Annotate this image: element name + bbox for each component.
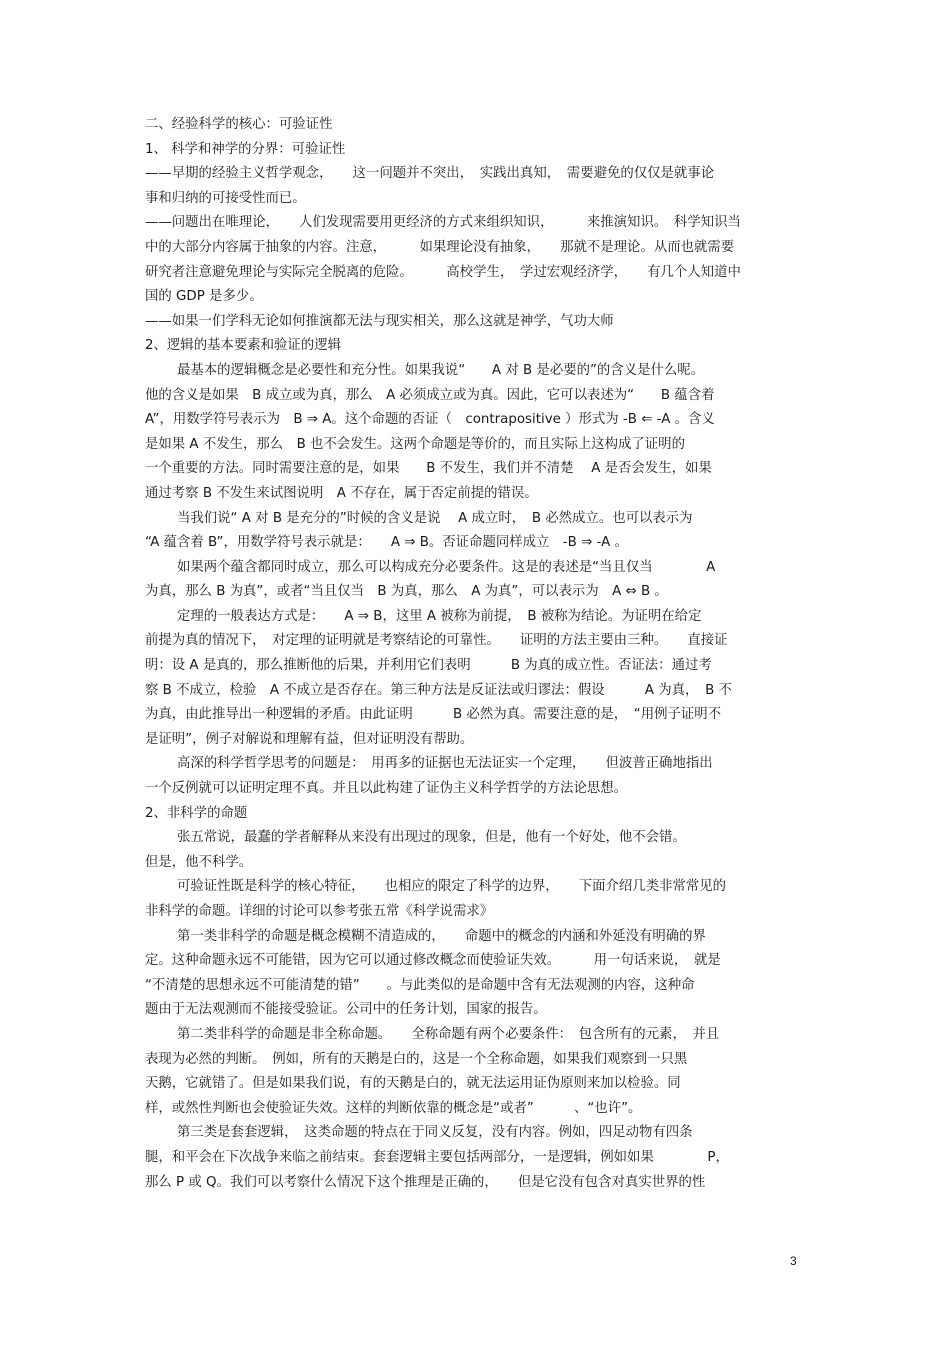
- text-line: ——如果一们学科无论如何推演都无法与现实相关，那么这就是神学，气功大师: [145, 313, 614, 329]
- text-line: 张五常说，最蠢的学者解释从来没有出现过的现象，但是，他有一个好处，他不会错。: [177, 830, 686, 846]
- text-line: A”，用数学符号表示为 B ⇒ A。这个命题的否证（ contrapositive ）形式为 -B ⇐ -A 。含义: [145, 412, 715, 428]
- text-line: 是证明”，例子对解说和理解有益，但对证明没有帮助。: [145, 731, 474, 747]
- text-line: 天鹅，它就错了。但是如果我们说，有的天鹅是白的，就无法运用证伪原则来加以检验。同: [145, 1076, 681, 1092]
- text-line: 2、非科学的命题: [145, 805, 248, 821]
- text-line: 非科学的命题。详细的讨论可以参考张五常《科学说需求》: [145, 904, 494, 919]
- text-line: ——问题出在唯理论， 人们发现需要用更经济的方式来组织知识， 来推演知识。 科学知识当: [145, 215, 741, 231]
- text-line: 如果两个蕴含都同时成立，那么可以构成充分必要条件。这是的表述是“当且仅当 A: [177, 559, 716, 575]
- text-line: 事和归纳的可接受性而已。: [145, 190, 306, 206]
- text-line: ——早期的经验主义哲学观念， 这一问题并不突出， 实践出真知， 需要避免的仅仅是就事论: [145, 166, 715, 182]
- text-line: 为真，那么 B 为真”，或者“当且仅当 B 为真，那么 A 为真”，可以表示为 A ⇔ B 。: [145, 584, 668, 600]
- text-line: 第二类非科学的命题是非全称命题。 全称命题有两个必要条件： 包含所有的元素， 并且: [177, 1026, 720, 1042]
- text-line: 但是，他不科学。: [145, 854, 253, 870]
- text-line: 表现为必然的判断。 例如，所有的天鹅是白的，这是一个全称命题，如果我们观察到一只黑: [145, 1051, 688, 1067]
- text-line: 明：设 A 是真的，那么推断他的后果，并利用它们表明 B 为真的成立性。否证法：通过考: [145, 658, 712, 674]
- text-line: 定。这种命题永远不可能错，因为它可以通过修改概念而使验证失效。 用一句话来说， 就是: [145, 953, 721, 969]
- text-line: 1、 科学和神学的分界：可验证性: [145, 141, 346, 157]
- text-line: 最基本的逻辑概念是必要性和充分性。如果我说“ A 对 B 是必要的”的含义是什么呢。: [177, 362, 705, 378]
- text-line: 定理的一般表达方式是： A ⇒ B，这里 A 被称为前提， B 被称为结论。为证明在给定: [177, 608, 702, 624]
- text-line: 研究者注意避免理论与实际完全脱离的危险。 高校学生， 学过宏观经济学， 有几个人知道中: [145, 264, 741, 280]
- text-line: 通过考察 B 不发生来试图说明 A 不存在，属于否定前提的错误。: [145, 485, 538, 501]
- page-number: 3: [790, 1254, 797, 1268]
- text-line: “A 蕴含着 B”，用数学符号表示就是： A ⇒ B。否证命题同样成立 -B ⇒ -A 。: [145, 535, 628, 551]
- text-line: 当我们说“ A 对 B 是充分的”时候的含义是说 A 成立时， B 必然成立。也可以表示为: [177, 510, 693, 526]
- text-line: 腿，和平会在下次战争来临之前结束。套套逻辑主要包括两部分，一是逻辑，例如如果 P，: [145, 1149, 729, 1165]
- text-line: 题由于无法观测而不能接受验证。公司中的任务计划，国家的报告。: [145, 1002, 547, 1018]
- text-line: 他的含义是如果 B 成立或为真，那么 A 必须成立或为真。因此，它可以表述为“ B 蕴含着: [145, 387, 715, 403]
- text-line: 2、逻辑的基本要素和验证的逻辑: [145, 338, 341, 354]
- text-line: 察 B 不成立，检验 A 不成立是否存在。第三种方法是反证法或归谬法：假设 A 为真， B 不: [145, 682, 732, 698]
- body-text: [145, 113, 810, 1195]
- text-line: 一个重要的方法。同时需要注意的是，如果 B 不发生，我们并不清楚 A 是否会发生，如果: [145, 461, 712, 477]
- text-line: 前提为真的情况下， 对定理的证明就是考察结论的可靠性。 证明的方法主要由三种。 直接证: [145, 633, 728, 649]
- text-line: 国的 GDP 是多少。: [145, 289, 263, 305]
- text-line: 是如果 A 不发生，那么 B 也不会发生。这两个命题是等价的，而且实际上这构成了证明的: [145, 436, 685, 452]
- text-line: 中的大部分内容属于抽象的内容。注意， 如果理论没有抽象， 那就不是理论。从而也就需要: [145, 239, 735, 255]
- text-line: 为真，由此推导出一种逻辑的矛盾。由此证明 B 必然为真。需要注意的是， “用例子证明不: [145, 707, 722, 723]
- text-line: “不清楚的思想永远不可能清楚的错” 。与此类似的是命题中含有无法观测的内容，这种命: [145, 977, 695, 993]
- text-line: 第三类是套套逻辑， 这类命题的特点在于同义反复，没有内容。例如，四足动物有四条: [177, 1125, 693, 1141]
- text-line: 二、经验科学的核心：可验证性: [145, 117, 333, 132]
- text-line: 一个反例就可以证明定理不真。并且以此构建了证伪主义科学哲学的方法论思想。: [145, 781, 628, 797]
- text-line: 可验证性既是科学的核心特征， 也相应的限定了科学的边界， 下面介绍几类非常常见的: [177, 879, 727, 895]
- text-line: 高深的科学哲学思考的问题是： 用再多的证据也无法证实一个定理， 但波普正确地指出: [177, 756, 713, 772]
- text-line: 第一类非科学的命题是概念模糊不清造成的， 命题中的概念的内涵和外延没有明确的界: [177, 928, 706, 944]
- text-line: 样，或然性判断也会使验证失效。这样的判断依靠的概念是“或者” 、“也许”。: [145, 1100, 642, 1116]
- text-line: 那么 P 或 Q。我们可以考察什么情况下这个推理是正确的， 但是它没有包含对真实世界的性: [145, 1174, 706, 1190]
